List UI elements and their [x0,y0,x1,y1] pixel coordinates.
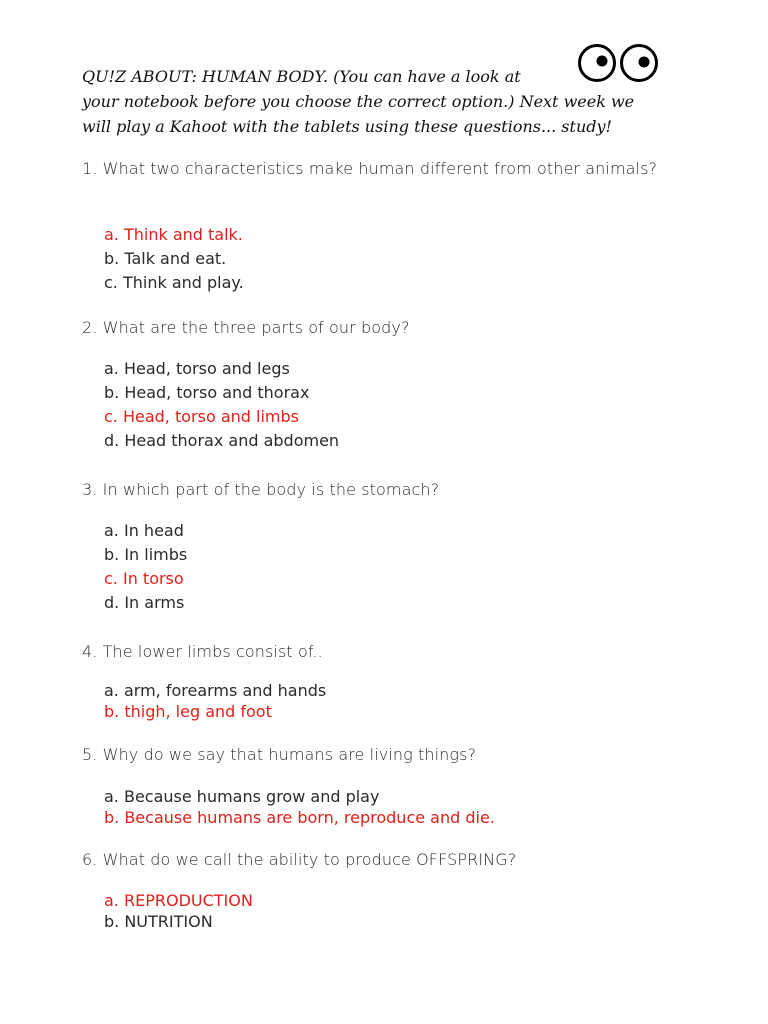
question-text: 3. In which part of the body is the stomach? [82,480,440,499]
answer-option: a. In head [104,521,184,540]
answer-option: a. arm, forearms and hands [104,681,327,700]
answer-option: c. Head, torso and limbs [104,407,299,426]
quiz-intro-line: will play a Kahoot with the tablets using these questions... study! [82,117,612,136]
answer-option: a. Head, torso and legs [104,359,290,378]
answer-options [104,223,244,295]
answer-option: a. Because humans grow and play [104,787,380,806]
googly-eyes-icon [577,43,661,83]
question-text: 4. The lower limbs consist of.. [82,642,323,661]
answer-options [104,890,253,932]
answer-options [104,786,495,828]
answer-options [104,519,187,615]
question-text: 6. What do we call the ability to produce OFFSPRING? [82,850,517,869]
question-text: 5. Why do we say that humans are living things? [82,745,477,764]
answer-options [104,680,326,722]
answer-option: a. Think and talk. [104,225,243,244]
answer-option: b. Talk and eat. [104,249,227,268]
answer-option: c. In torso [104,569,184,588]
answer-options [104,357,339,453]
answer-option: b. Because humans are born, reproduce and die. [104,808,495,827]
quiz-intro-line: QU!Z ABOUT: HUMAN BODY. (You can have a look at [82,67,521,86]
question-text: 1. What two characteristics make human different from other animals? [82,159,658,178]
answer-option: d. Head thorax and abdomen [104,431,340,450]
answer-option: b. NUTRITION [104,912,213,931]
answer-option: d. In arms [104,593,185,612]
question-text: 2. What are the three parts of our body? [82,318,410,337]
answer-option: c. Think and play. [104,273,244,292]
answer-option: a. REPRODUCTION [104,891,253,910]
answer-option: b. Head, torso and thorax [104,383,310,402]
quiz-intro-line: your notebook before you choose the correct option.) Next week we [82,92,635,111]
answer-option: b. In limbs [104,545,188,564]
answer-option: b. thigh, leg and foot [104,702,272,721]
